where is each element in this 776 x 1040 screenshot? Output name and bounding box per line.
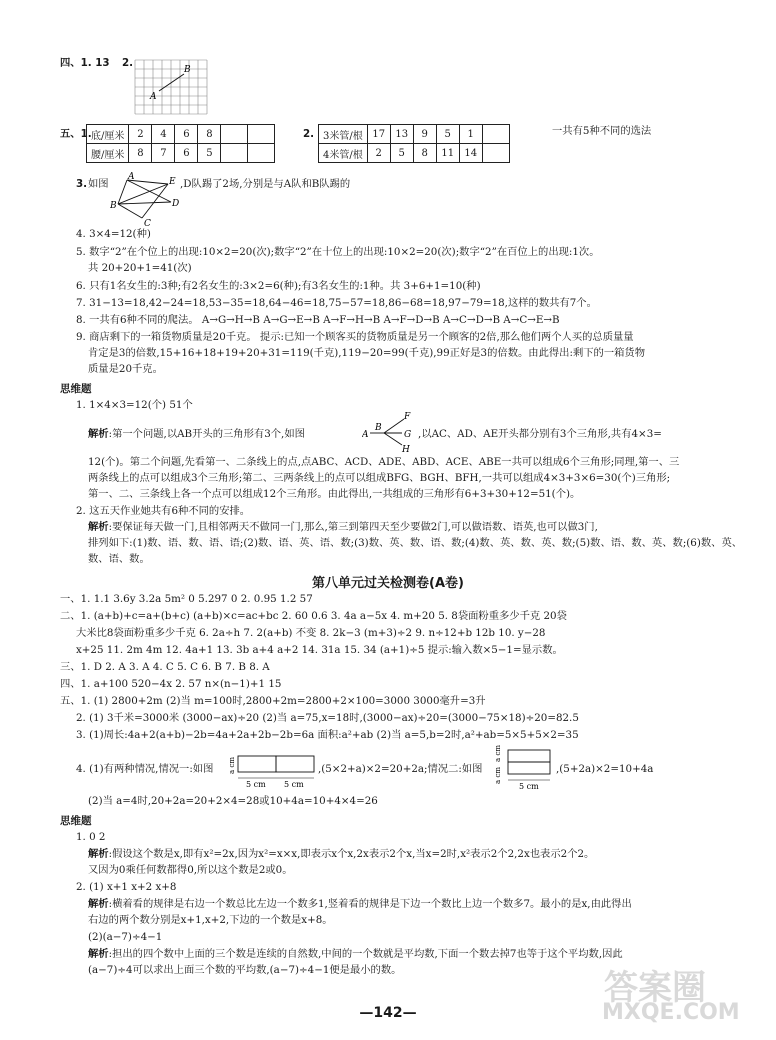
table-cell: 2: [367, 144, 390, 163]
q3-text-a: 如图: [88, 178, 109, 190]
table-cell: 4米管/根: [319, 144, 368, 163]
table-cell: 14: [459, 144, 482, 163]
table-cell: 1: [459, 125, 482, 144]
a5-4-part2: (2)当 a=4时,20+2a=20+2×4=28或10+4a=10+4×4=26: [88, 795, 378, 807]
q8: 8. 一共有6种不同的爬法。 A→G→H→B A→G→E→B A→F→H→B A→F→D→B A→C→D→B A→C→E→B: [76, 314, 560, 326]
point-b-label: B: [184, 65, 191, 75]
q3-number: 3.: [76, 178, 88, 190]
node-c-label: C: [144, 219, 151, 228]
table-cell: 2: [129, 125, 152, 144]
section-thinking-2: 思维题: [60, 815, 92, 827]
table-row: [319, 144, 510, 163]
s5-2-note: 一共有5种不同的选法: [552, 125, 652, 137]
t1: 1. 1×4×3=12(个) 51个: [76, 399, 193, 411]
table-cell: 7: [152, 144, 175, 163]
table-cell: [221, 144, 248, 163]
a2-line3: x+25 11. 2m 4m 12. 4a+1 13. 3b a+4 a+2 14. 31a 15. 34 (a+1)÷5 提示:输入数×5−1=显示数。: [76, 644, 563, 656]
b1-explain-line1: 解析:假设这个数是x,即有x²=2x,因为x²=x×x,即表示x个x,2x表示2个x,当x=2时,x²表示2个2,2x也表示2个2。: [88, 848, 595, 860]
fig-b-label: B: [375, 423, 382, 433]
table-cell: 5: [436, 125, 459, 144]
t1-explain-line4: 第一、二、三条线上各一个点可以组成12个三角形。由此得出,一共组成的三角形有6+3+30+12=51(个)。: [88, 488, 581, 500]
a2-line1: 二、1. (a+b)+c=a+(b+c) (a+b)×c=ac+bc 2. 60 0.6 3. 4a a−5x 4. m+20 5. 8袋面粉重多少千克 20袋: [60, 610, 567, 622]
table-pipes: [318, 124, 510, 163]
table-row: [87, 125, 275, 144]
a3: 三、1. D 2. A 3. A 4. C 5. C 6. B 7. B 8. A: [60, 661, 270, 673]
b2-explain2-line1: 解析:担出的四个数中上面的三个数是连续的自然数,中间的一个数就是平均数,下面一个数去掉7也等于这个平均数,因此: [88, 948, 623, 960]
a5-4-text-b: ,(5×2+a)×2=20+2a;情况二:如图: [318, 763, 483, 775]
t2: 2. 这五天作业她共有6种不同的安排。: [76, 505, 251, 517]
a5-3: 3. (1)周长:4a+2(a+b)−2b=4a+2a+2b−2b=6a 面积:a²+ab (2)当 a=5,b=2时,a²+ab=5×5+5×2=35: [76, 729, 579, 741]
table-cell: 底/厘米: [87, 125, 129, 144]
rect2-side-label-1: a cm: [494, 745, 502, 762]
rect2-side-label-2: a cm: [494, 767, 502, 784]
s5-item2: 2.: [303, 128, 315, 140]
t2-explain-line3: 数、语、数。: [88, 553, 150, 565]
s4-item2: 2.: [122, 57, 134, 69]
page-number: —142—: [359, 1005, 417, 1021]
table-cell: [221, 125, 248, 144]
table-row: [87, 144, 275, 163]
b2-explain-line2: 右边的两个数分别是x+1,x+2,下边的一个数是x+8。: [88, 914, 333, 926]
s4-head: 四、1. 13: [60, 57, 110, 69]
table-cell: 11: [436, 144, 459, 163]
table-cell: 9: [413, 125, 436, 144]
t1-explain-line1b: ,以AC、AD、AE开头都分别有3个三角形,共有4×3=: [418, 428, 662, 440]
table-cell: 3米管/根: [319, 125, 368, 144]
t2-explain-line1: 解析:要保证每天做一门,且相邻两天不做同一门,那么,第三到第四天至少要做2门,可以做语数、语英,也可以做3门,: [88, 521, 598, 533]
rect2-len-label: 5 cm: [519, 782, 539, 791]
a5-2: 2. (1) 3千米=3000米 (3000−ax)÷20 (2)当 a=75,x=18时,(3000−ax)÷20=(3000−75×18)÷20=82.5: [76, 712, 579, 724]
t1-explain-line2: 12(个)。第二个问题,先看第一、二条线上的点,点ABC、ACD、ADE、ABD、ACE、ABE一共可以组成6个三角形;同理,第一、三: [88, 456, 680, 468]
q9-line2: 肯定是3的倍数,15+16+18+19+20+31=119(千克),119−20=99(千克),99正好是3的倍数。由此得出:剩下的一箱货物: [88, 347, 646, 359]
table-cell: 6: [175, 125, 198, 144]
table-cell: 5: [390, 144, 413, 163]
b1-explain-line2: 又因为0乘任何数都得0,所以这个数是2或0。: [88, 864, 293, 876]
table-cell: 腰/厘米: [87, 144, 129, 163]
table-cell: 17: [367, 125, 390, 144]
explain-label: 解析: [88, 428, 109, 440]
q7: 7. 31−13=18,42−24=18,53−35=18,64−46=18,75−57=18,86−68=18,97−79=18,这样的数共有7个。: [76, 297, 597, 309]
a5-1: 五、1. (1) 2800+2m (2)当 m=100时,2800+2m=2800+2×100=3000 3000毫升=3升: [60, 695, 486, 707]
table-cell: 8: [413, 144, 436, 163]
table-cell: 8: [198, 125, 221, 144]
rect1-len-label-1: 5 cm: [246, 780, 266, 788]
unit-title: 第八单元过关检测卷(A卷): [312, 576, 464, 591]
q5-line1: 5. 数字“2”在个位上的出现:10×2=20(次);数字“2”在十位上的出现:10×2=20(次);数字“2”在百位上的出现:1次。: [76, 246, 600, 258]
table-cell: 5: [198, 144, 221, 163]
b1: 1. 0 2: [76, 831, 106, 843]
s5-head: 五、1.: [60, 128, 92, 140]
t1-explain-line3: 两条线上的点可以组成3个三角形;第二、三两条线上的点可以组成BFG、BGH、BFH,一共可以组成4×3+3×6=30(个)三角形;: [88, 472, 671, 484]
a2-line2: 大米比8袋面粉重多少千克 6. 2a÷h 7. 2(a+b) 不变 8. 2k−3 (m+3)÷2 9. n÷12+b 12b 10. y−28: [76, 627, 546, 639]
b2-part2: (2)(a−7)÷4−1: [88, 931, 163, 943]
a1: 一、1. 1.1 3.6y 3.2a 5m² 0 5.297 0 2. 0.95 1.2 57: [60, 593, 313, 605]
grid-figure: [133, 58, 209, 116]
rect-figure-2: [494, 744, 556, 792]
a5-4-text-a: 4. (1)有两种情况,情况一:如图: [76, 763, 214, 775]
node-e-label: E: [169, 177, 176, 187]
table-cell: 8: [129, 144, 152, 163]
a5-4-text-c: ,(5+2a)×2=10+4a: [556, 763, 654, 775]
q5-line2: 共 20+20+1=41(次): [88, 262, 192, 274]
b2: 2. (1) x+1 x+2 x+8: [76, 881, 177, 893]
a4: 四、1. a+100 520−4x 2. 57 n×(n−1)+1 15: [60, 678, 282, 690]
q9-line1: 9. 商店剩下的一箱货物质量是20千克。 提示:已知一个顾客买的货物质量是另一个顾客的2倍,那么他们两个人买的总质量量: [76, 331, 634, 343]
b2-explain2-line2: (a−7)÷4可以求出上面三个数的平均数,(a−7)÷4−1便是最小的数。: [88, 964, 402, 976]
fig-f-label: F: [404, 412, 411, 422]
triangle-lines-figure: [362, 410, 418, 452]
fig-g-label: G: [404, 430, 412, 440]
watermark-logo: 答案圈: [604, 968, 706, 1008]
table-base-leg: [86, 124, 275, 163]
table-row: [319, 125, 510, 144]
table-cell: 13: [390, 125, 413, 144]
rect1-side-label: a cm: [228, 757, 236, 774]
rect-figure-1: [226, 750, 318, 788]
rect1-len-label-2: 5 cm: [284, 780, 304, 788]
match-graph-figure: [110, 170, 182, 228]
table-cell: 4: [152, 125, 175, 144]
q6: 6. 只有1名女生的:3种;有2名女生的:3×2=6(种);有3名女生的:1种。共 3+6+1=10(种): [76, 280, 481, 292]
q3-text-b: ,D队踢了2场,分别是与A队和B队踢的: [180, 178, 351, 190]
node-d-label: D: [172, 199, 180, 209]
point-a-label: A: [150, 92, 157, 102]
node-b-label: B: [110, 201, 117, 211]
q4: 4. 3×4=12(种): [76, 228, 151, 240]
fig-h-label: H: [402, 445, 410, 452]
t1-explain-line1: 解析:第一个问题,以AB开头的三角形有3个,如图: [88, 428, 305, 440]
watermark-url: MXQE.COM: [602, 1000, 740, 1025]
fig-a-label: A: [362, 430, 369, 440]
b2-explain-line1: 解析:横着看的规律是右边一个数总比左边一个数多1,竖着看的规律是下边一个数比上边一个数多7。最小的是x,由此得出: [88, 898, 632, 910]
q9-line3: 质量是20千克。: [88, 363, 163, 375]
table-cell: [248, 144, 275, 163]
section-thinking-1: 思维题: [60, 383, 92, 395]
table-cell: [248, 125, 275, 144]
t2-explain-line2: 排列如下:(1)数、语、数、语、语;(2)数、语、英、语、数;(3)数、英、数、语、数;(4)数、英、数、英、数;(5)数、语、数、英、数;(6)数、英、: [88, 537, 743, 549]
table-cell: 6: [175, 144, 198, 163]
node-a-label: A: [128, 172, 135, 182]
